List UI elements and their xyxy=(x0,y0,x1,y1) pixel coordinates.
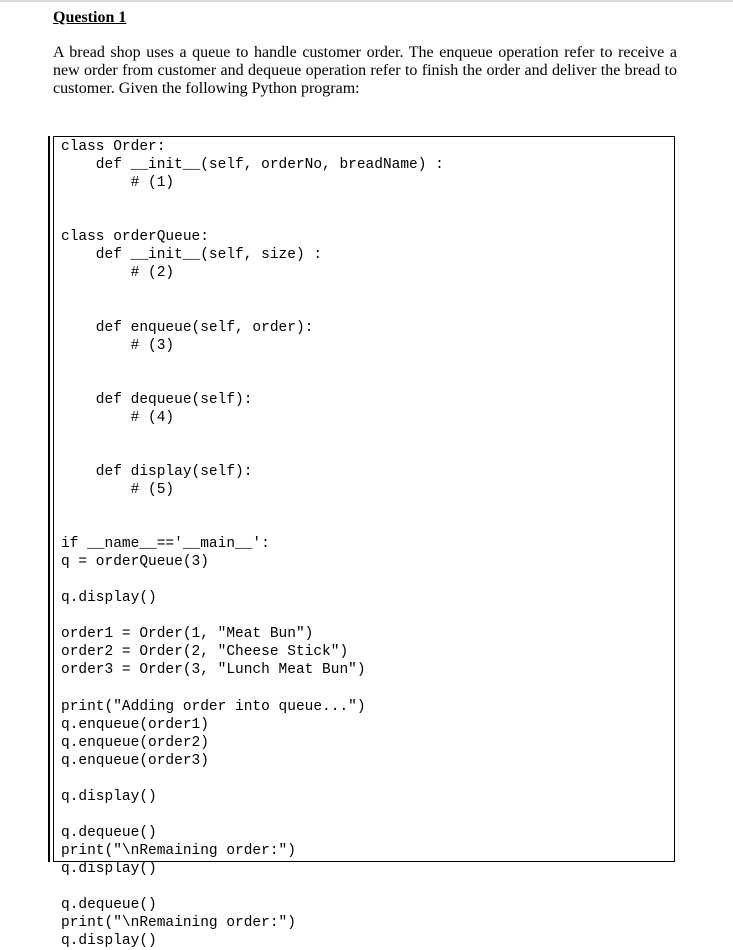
code-line: def __init__(self, size) : xyxy=(61,247,323,264)
code-line: q.dequeue() xyxy=(61,824,157,841)
code-line: q.enqueue(order1) xyxy=(61,716,209,733)
code-line: q.display() xyxy=(61,788,157,805)
code-line: q.enqueue(order3) xyxy=(61,752,209,769)
code-line: order3 = Order(3, "Lunch Meat Bun") xyxy=(61,662,366,679)
code-line: # (5) xyxy=(61,481,175,498)
code-block xyxy=(53,136,675,950)
code-line: order1 = Order(1, "Meat Bun") xyxy=(61,626,314,643)
code-line: def __init__(self, orderNo, breadName) : xyxy=(61,157,444,174)
code-line: q.display() xyxy=(61,861,157,877)
question-title: Question 1 xyxy=(53,9,127,26)
code-line: print("\nRemaining order:") xyxy=(61,915,296,932)
code-line: q.display() xyxy=(61,590,157,607)
question-intro: A bread shop uses a queue to handle customer order. The enqueue operation refer to receive a new order from customer and dequeue operation refer to finish the order and deliver the bread to customer. Given the following Python program: xyxy=(53,44,677,97)
code-line: # (2) xyxy=(61,265,175,282)
code-line: print("Adding order into queue...") xyxy=(61,698,366,715)
code-line: def display(self): xyxy=(61,463,253,480)
page-top-rule xyxy=(0,0,733,2)
code-line: q = orderQueue(3) xyxy=(61,554,209,571)
code-line: # (3) xyxy=(61,337,175,354)
code-line: if __name__=='__main__': xyxy=(61,536,270,553)
code-line: # (1) xyxy=(61,175,175,192)
code-line: class Order: xyxy=(61,139,166,155)
code-line: q.dequeue() xyxy=(61,897,157,914)
code-line: # (4) xyxy=(61,409,175,426)
code-line: order2 = Order(2, "Cheese Stick") xyxy=(61,644,349,661)
margin-bar xyxy=(48,136,50,862)
code-line: def dequeue(self): xyxy=(61,391,253,408)
code-line: print("\nRemaining order:") xyxy=(61,842,296,859)
code-line: class orderQueue: xyxy=(61,229,209,246)
code-line: q.enqueue(order2) xyxy=(61,734,209,751)
code-line: q.display() xyxy=(61,933,157,950)
code-line: def enqueue(self, order): xyxy=(61,319,314,336)
